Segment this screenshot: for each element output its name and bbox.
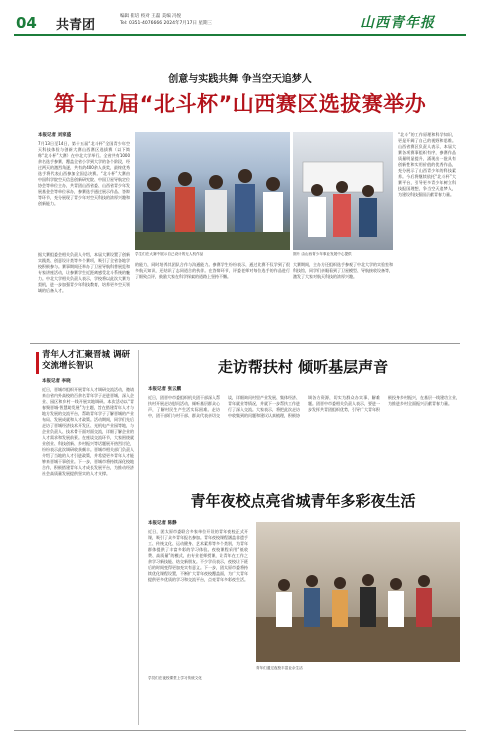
article3-headline: 走访帮扶村 倾听基层声音 [217,358,389,376]
lead-photo-1-caption: 学生们在大赛中展示自己设计的无人机作品 [135,252,204,256]
masthead-meta-2: Tel: 0351-4076666 2024年7月17日 星期三 [120,21,212,26]
night-school-class [256,522,460,662]
lead-photo-2 [293,132,393,250]
lead-headline: 第十五届“北斗杯”山西赛区选拔赛举办 [53,92,427,116]
article2-marker [36,352,39,374]
article4-byline: 本报记者 陈静 [148,521,177,526]
masthead [0,0,480,44]
column-divider [138,350,139,725]
article2-body: 近日，晋城市组织开展青年人才调研交流活动，邀请来自省内外高校的百余名青年学子走进晋城，深入企业、园区和乡村一线开展实地调研。本次活动以“青春聚晋城·智慧助发展”为主题，旨在搭建青年人才与地方发展的交流平台，帮助青年学子了解晋城的产业布局、发展成就和人才政策。活动期间，同学们先后走访了晋城经济技术开发区、光机电产业园等地，与企业负责人、技术骨干面对面交流，详细了解企业的人才需求和发展前景。在座谈交流环节，大家围绕就业创业、科技创新、乡村振兴等话题展开热烈讨论，纷纷表示此次调研收获颇丰。晋城市相关部门负责人介绍了当地的人才引进政策，并希望更多青年人才能够来晋城干事创业。下一步，晋城市将持续深化校地合作，积极搭建青年人才成长发展平台，为推动经济社会高质量发展提供坚实的人才支撑。 [42,387,134,476]
article2-headline: 青年人才汇聚晋城 调研交流增长智识 [42,350,130,371]
article2-byline: 本报记者 李晓 [42,379,71,384]
article3-byline: 本报记者 张云鹏 [148,387,182,392]
article4-photo-1-caption: 学员们在夜校课堂上学习传统文化 [148,676,202,680]
article4-headline: 青年夜校点亮省城青年多彩夜生活 [190,492,416,510]
lead-below-photo-1: 的能力，同时培养其团队合作与沟通能力。参赛学生纷纷表示，通过比赛不仅学到了很多航天知识，还结识了志同道合的伙伴。在答辩环节，评委老师对每位选手的作品进行了细致点评，鼓励大家在科学探索的道路上坚持不懈。 [135,262,290,279]
lead-kicker: 创意与实践共舞 争当空天追梦人 [168,74,312,85]
masthead-rule [14,34,466,36]
lead-photo-2-caption: 图片 由山西青少年事业发展中心提供 [293,252,352,256]
lab-scene [293,132,393,250]
lead-photo-1 [135,132,290,250]
article4-body-left: 近日，团太原市委联合多家单位开设的青年夜校正式开课，吸引了众多青年报名参加。青年夜校课程涵盖非遗手工、传统文化、运动健身、艺术素养等多个类别，为青年群体提供了丰富多彩的学习体验。夜校课程采用“低收费、高质量”的模式，由专业老师授课，让青年在工作之余学习新技能、结交新朋友。不少学员表示，夜校让下班后的时间变得更加充实有意义。下一步，团太原市委将持续优化课程设置，不断扩大青年夜校覆盖面，为广大青年提供更多优质的学习和交流平台，点亮青年多彩夜生活。 [148,529,248,582]
lead-column-3: “北斗”的工作原理和科学知识，更是开阔了自己的视野和思维。山西省赛区负责人表示，本届大赛各项赛事组织有序，参赛作品质量明显提升，涌现出一批具有创新性和实用价值的优秀作品，充分展示了山西青少年的科技素养。今后将继续依托“北斗杯”大赛平台，引导更多青少年树立科技报国理想，争当空天追梦人，为建设科技强国贡献青春力量。 [398,132,456,197]
lead-below-photo-2: 大赛期间，主办方还组织选手参观了中北大学的实验室和科技馆，同学们亲眼看到了卫星模型、导航接收设备等，激发了大家对航天科技的浓厚兴趣。 [293,262,393,279]
students-figures [135,132,290,250]
lead-column-2: 据大赛组委会相关负责人介绍，本届大赛设置了创新实践类、创意设计类等多个赛项，吸引了全省各地学校积极参与。赛事期间还举办了卫星导航科普展览和专家讲座活动，让参赛学生近距离感受北斗系统的魅力。中北大学相关负责人表示，学校将以此次大赛为契机，进一步加强青少年科技教育，培养更多空天领域的后备人才。 [38,252,130,293]
lead-byline: 本报记者 刘家盛 [38,133,72,138]
page-number: 04 [16,14,37,32]
article3-body: 近日，团晋中市委组织机关团干部深入帮扶村开展走访慰问活动，倾听基层群众心声，了解村民生产生活实际困难。走访中，团干部们与村干部、群众代表亲切交谈，详细询问村里产业发展、集体经济、青年就业等情况，并就下一步帮扶工作进行了深入交流。大家表示，将把此次走访中收集到的问题和建议认真梳理，积极协调各方资源，切实为群众办实事、解难题。团晋中市委相关负责人表示，要进一步发挥共青团组织优势，引导广大青年积极投身乡村振兴，在基层一线建功立业，为推进乡村全面振兴贡献青春力量。 [148,395,460,418]
section-name: 共青团 [56,18,96,33]
masthead-meta-1: 编辑 崔培 校对 王磊 美编 冯悦 [120,14,182,19]
section-divider [30,343,460,344]
newspaper-logo: 山西青年报 [360,15,435,31]
lead-column-1: 7月13日至14日，第十五届“北斗杯”全国青少年空天科技体验与创新大赛山西赛区选拔赛（以下简称“北斗杯”大赛）在中北大学举行。全省共有1000余名选手参赛，覆盖全省小学到大学的各个阶段，经过两天的激烈角逐，共有约400余人获奖，最终优秀选手将代表山西参加全国总决赛。“北斗杯”大赛由中国科学院空天信息创新研究院、中国卫星导航定位协会等单位主办，共青团山西省委、山西省青少年发展基金会等单位承办，参赛选手通过展示作品、答辩等环节，充分展现了青少年对空天科技的浓厚兴趣和创新能力。 [38,141,130,206]
article4-photo-1 [256,522,460,662]
bottom-rule [14,730,466,731]
article4-photo-2-caption: 青年们通过夜校丰富业余生活 [256,666,303,670]
